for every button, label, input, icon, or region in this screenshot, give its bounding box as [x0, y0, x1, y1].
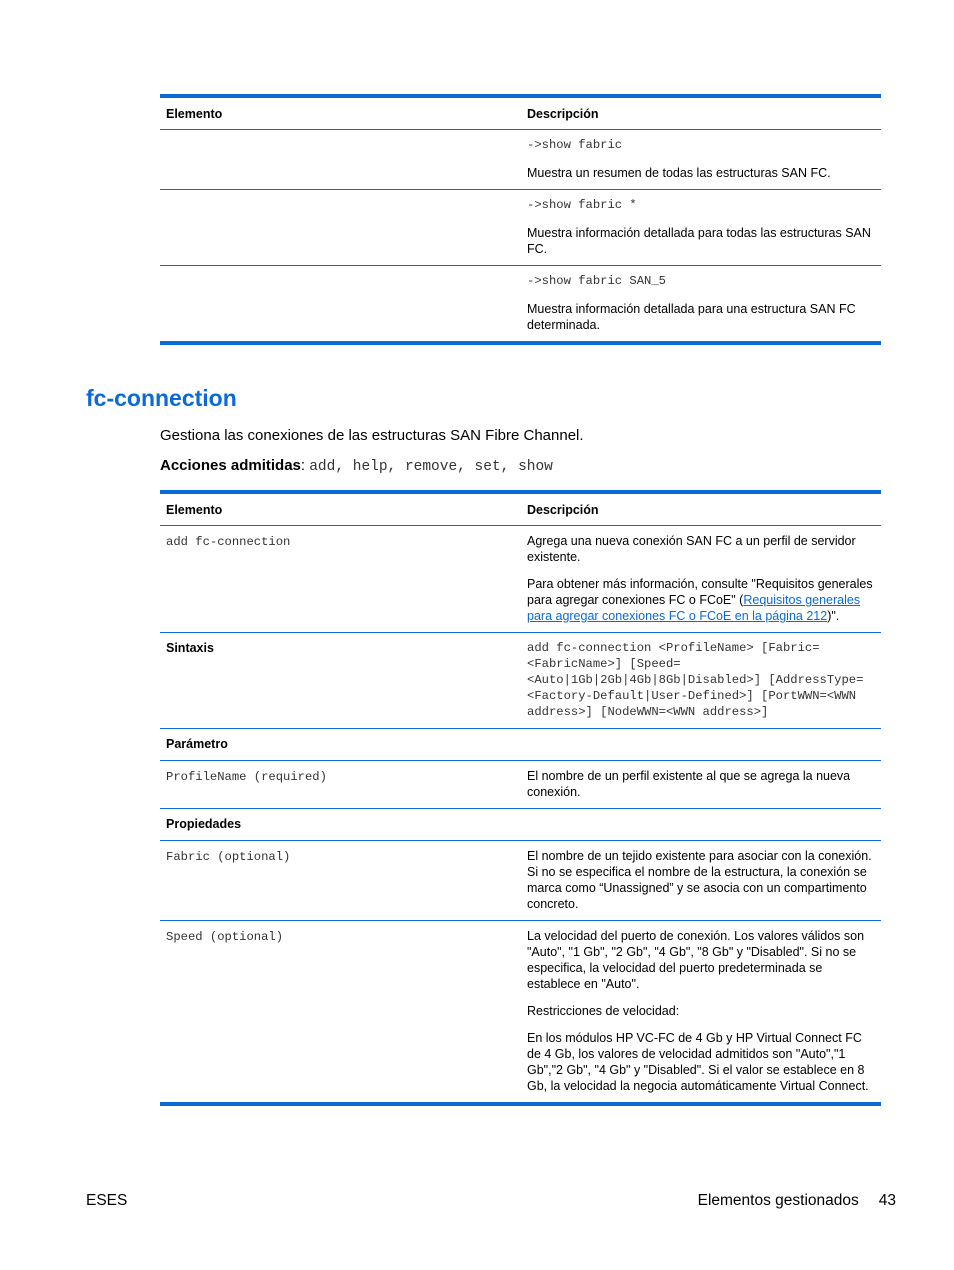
section-title: fc-connection — [86, 385, 237, 411]
description-text: El nombre de un perfil existente al que se agrega la nueva conexión. — [527, 769, 851, 799]
show-fabric-table — [160, 94, 881, 345]
description-cell — [521, 526, 881, 633]
header-elemento: Elemento — [160, 492, 521, 526]
syntax-code: add fc-connection <ProfileName> [Fabric=<FabricName>] [Speed=<Auto|1Gb|2Gb|4Gb|8Gb|Disabled>] [AddressType=<Factory-Default|User-Defined>] [PortWWN=<WWN address>] [NodeWWN=<WWN address>] — [527, 641, 864, 719]
description-cell — [521, 921, 881, 1105]
element-code: Fabric (optional) — [166, 850, 291, 864]
description-cell — [521, 190, 881, 266]
element-cell — [160, 190, 521, 266]
table-row-profilename — [160, 761, 881, 809]
table-row-add — [160, 526, 881, 633]
description-text: La velocidad del puerto de conexión. Los valores válidos son "Auto", "1 Gb", "2 Gb", "4 Gb", "8 Gb" y "Disabled". Si no se especifica, la velocidad del puerto predeterminada se establece en "Auto". — [527, 929, 865, 991]
table-row — [160, 190, 881, 266]
table-row-sintaxis — [160, 633, 881, 729]
page-number: 43 — [878, 1192, 896, 1209]
sintaxis-label: Sintaxis — [160, 633, 521, 729]
description-cell — [521, 266, 881, 344]
description-text: En los módulos HP VC-FC de 4 Gb y HP Virtual Connect FC de 4 Gb, los valores de velocidad admitidos son "Auto","1 Gb","2 Gb", "4 Gb" y "Disabled". Si el valor se establece en 8 Gb, la velocidad la negocia automáticamente Virtual Connect. — [527, 1031, 869, 1093]
table-row-speed — [160, 921, 881, 1105]
header-elemento: Elemento — [160, 96, 521, 130]
propiedades-label: Propiedades — [160, 809, 521, 841]
footer-section — [698, 1192, 896, 1210]
table-row — [160, 266, 881, 344]
element-cell — [160, 921, 521, 1105]
table-header-row — [160, 492, 881, 526]
more-info-suffix: )". — [827, 609, 840, 623]
code-example: ->show fabric SAN_5 — [527, 274, 666, 288]
empty-cell — [521, 729, 881, 761]
element-cell — [160, 266, 521, 344]
parametro-label: Parámetro — [160, 729, 521, 761]
code-example: ->show fabric * — [527, 198, 637, 212]
description-text: Muestra un resumen de todas las estructuras SAN FC. — [527, 166, 831, 180]
code-example: ->show fabric — [527, 138, 623, 152]
element-cell — [160, 841, 521, 921]
description-text: Muestra información detallada para una estructura SAN FC determinada. — [527, 302, 856, 332]
section-intro: Gestiona las conexiones de las estructuras SAN Fibre Channel. — [160, 427, 584, 444]
table-header-row — [160, 96, 881, 130]
actions-label: Acciones admitidas — [160, 457, 301, 474]
actions-separator: : — [300, 457, 310, 474]
description-text: El nombre de un tejido existente para asociar con la conexión. Si no se especifica el nombre de la estructura, la conexión se marca como “Unassigned” y se asocia con un compartimento concreto. — [527, 849, 872, 911]
table-row — [160, 130, 881, 190]
actions-list: add, help, remove, set, show — [309, 459, 553, 475]
description-text-more-info — [527, 576, 875, 624]
description-text: Muestra información detallada para todas las estructuras SAN FC. — [527, 226, 871, 256]
header-descripcion: Descripción — [521, 96, 881, 130]
fc-connection-table — [160, 490, 881, 1106]
description-text: Restricciones de velocidad: — [527, 1004, 680, 1018]
table-row-propiedades — [160, 809, 881, 841]
element-code: add fc-connection — [166, 535, 291, 549]
more-info-prefix: Para obtener más información, consulte "Requisitos generales para agregar conexiones FC o FCoE" ( — [527, 577, 873, 607]
description-text: Agrega una nueva conexión SAN FC a un perfil de servidor existente. — [527, 534, 856, 564]
element-code: ProfileName (required) — [166, 770, 327, 784]
supported-actions — [160, 457, 553, 475]
table-row-parametro — [160, 729, 881, 761]
description-cell — [521, 130, 881, 190]
element-cell — [160, 130, 521, 190]
element-code: Speed (optional) — [166, 930, 284, 944]
description-cell — [521, 761, 881, 809]
footer-section-name: Elementos gestionados — [697, 1192, 859, 1209]
requirements-link[interactable]: Requisitos generales para agregar conexiones FC o FCoE en la página 212 — [527, 593, 861, 623]
element-cell — [160, 526, 521, 633]
header-descripcion: Descripción — [521, 492, 881, 526]
element-cell — [160, 761, 521, 809]
empty-cell — [521, 809, 881, 841]
table-row-fabric — [160, 841, 881, 921]
description-cell — [521, 841, 881, 921]
description-cell — [521, 633, 881, 729]
footer-language: ESES — [86, 1192, 128, 1209]
